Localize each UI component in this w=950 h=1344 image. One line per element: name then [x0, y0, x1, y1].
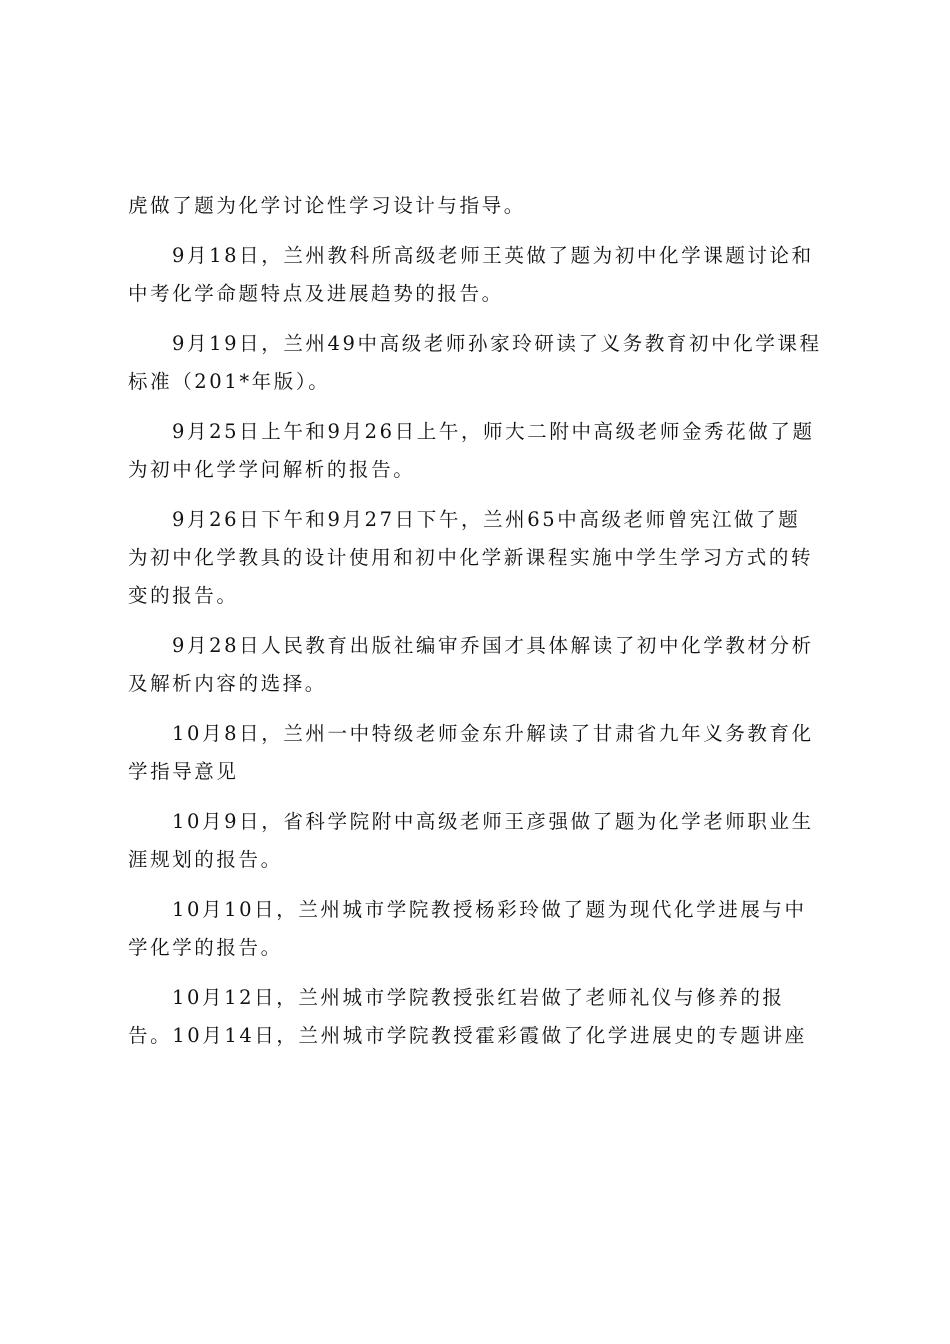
paragraph-line: 学化学的报告。: [128, 936, 283, 959]
paragraph-line: 告。10月14日，兰州城市学院教授霍彩霞做了化学进展史的专题讲座: [128, 1024, 807, 1047]
paragraph-line: 涯规划的报告。: [128, 848, 283, 871]
paragraph-line: 标准（201*年版）。: [128, 370, 331, 393]
paragraph-line: 9月26日下午和9月27日下午，兰州65中高级老师曾宪江做了题: [172, 508, 801, 531]
paragraph-line: 及解析内容的选择。: [128, 672, 327, 695]
paragraph-line: 为初中化学学问解析的报告。: [128, 458, 416, 481]
paragraph-line: 10月10日，兰州城市学院教授杨彩玲做了题为现代化学进展与中: [172, 898, 807, 921]
paragraph-line: 10月8日，兰州一中特级老师金东升解读了甘肃省九年义务教育化: [172, 722, 814, 745]
document-body: [128, 187, 836, 1055]
paragraph-line: 10月9日，省科学院附中高级老师王彦强做了题为化学老师职业生: [172, 810, 814, 833]
paragraph-line: 变的报告。: [128, 584, 239, 607]
paragraph-line: 9月18日，兰州教科所高级老师王英做了题为初中化学课题讨论和: [172, 244, 814, 267]
paragraph-line: 虎做了题为化学讨论性学习设计与指导。: [128, 194, 526, 217]
paragraph-line: 9月19日，兰州49中高级老师孙家玲研读了义务教育初中化学课程: [172, 332, 822, 355]
paragraph-line: 9月28日人民教育出版社编审乔国才具体解读了初中化学教材分析: [172, 634, 814, 657]
paragraph-line: 为初中化学教具的设计使用和初中化学新课程实施中学生学习方式的转: [128, 546, 814, 569]
paragraph-line: 10月12日，兰州城市学院教授张红岩做了老师礼仪与修养的报: [172, 986, 785, 1009]
paragraph-line: 学指导意见: [128, 760, 239, 783]
paragraph-line: 中考化学命题特点及进展趋势的报告。: [128, 282, 504, 305]
paragraph-line: 9月25日上午和9月26日上午，师大二附中高级老师金秀花做了题: [172, 420, 815, 443]
